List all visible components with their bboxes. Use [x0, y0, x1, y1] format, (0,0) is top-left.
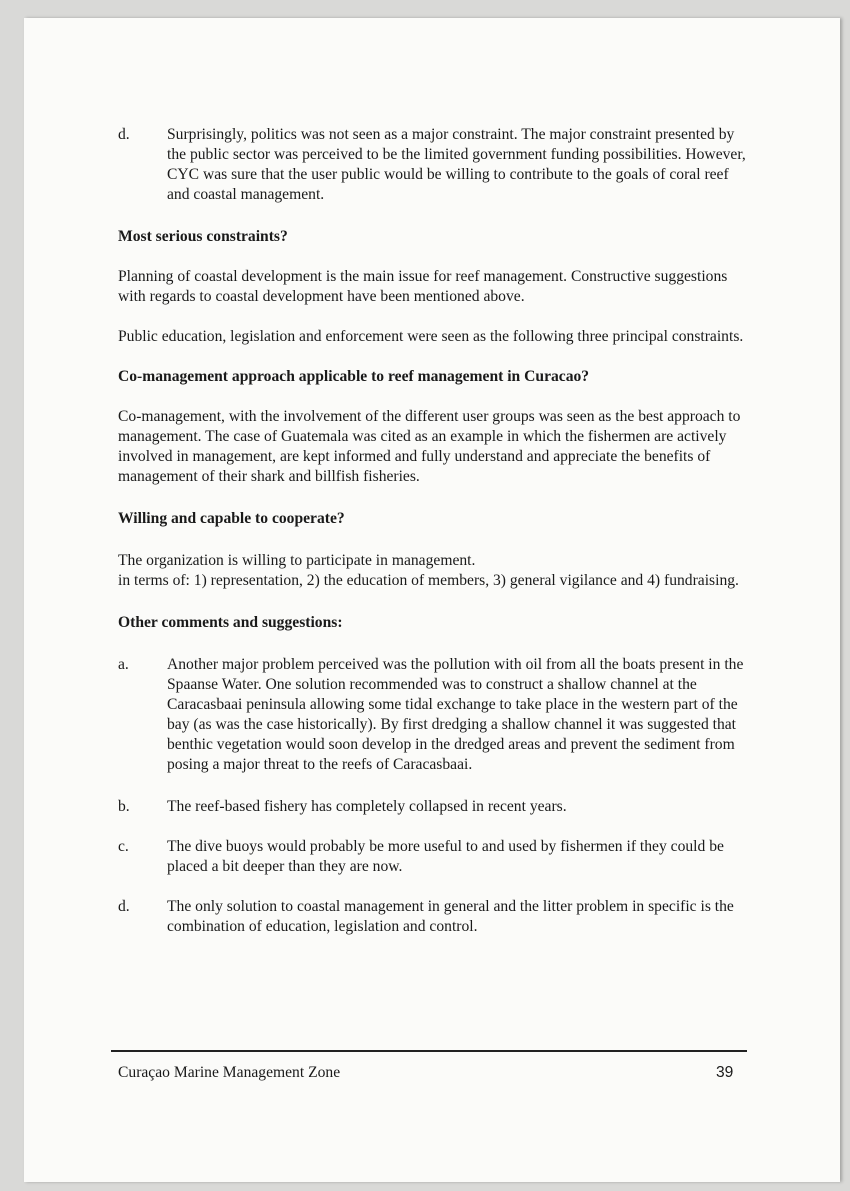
- list-item-label: d.: [118, 126, 130, 143]
- list-item-text: The only solution to coastal management in general and the litter problem in specific is the combination of education, legislation and control.: [167, 898, 734, 935]
- list-item-label: b.: [118, 798, 130, 815]
- section-heading: Willing and capable to cooperate?: [118, 510, 345, 527]
- list-item-label: a.: [118, 656, 129, 673]
- section-heading: Other comments and suggestions:: [118, 614, 343, 631]
- list-item-text: The reef-based fishery has completely collapsed in recent years.: [167, 798, 567, 815]
- list-item: [118, 837, 746, 877]
- list-item-text: Another major problem perceived was the pollution with oil from all the boats present in the Spaanse Water. One solution recommended was to construct a shallow channel at the Caracasbaai peninsula allowing some tidal exchange to take place in the western part of the bay (as was the case historically). By first dredging a shallow channel it was suggested that benthic vegetation would soon develop in the dredged areas and prevent the sediment from posing a major threat to the reefs of Caracasbaai.: [167, 656, 744, 773]
- paragraph: Planning of coastal development is the main issue for reef management. Constructive suggestions with regards to coastal development have been mentioned above.: [118, 268, 728, 305]
- footer-title: Curaçao Marine Management Zone: [118, 1064, 341, 1081]
- list-item: [118, 655, 746, 775]
- list-item: [118, 797, 746, 817]
- paragraph: The organization is willing to participate in management.: [118, 552, 476, 569]
- page-number: 39: [716, 1064, 734, 1081]
- footer-divider: [111, 1050, 747, 1052]
- paragraph: in terms of: 1) representation, 2) the education of members, 3) general vigilance and 4) fundraising.: [118, 572, 739, 589]
- section-heading: Most serious constraints?: [118, 228, 288, 245]
- section-heading: Co-management approach applicable to reef management in Curacao?: [118, 368, 590, 385]
- list-item-label: c.: [118, 838, 129, 855]
- page-body: [118, 125, 746, 937]
- list-item-text: The dive buoys would probably be more useful to and used by fishermen if they could be placed a bit deeper than they are now.: [167, 838, 724, 875]
- paragraph: Co-management, with the involvement of the different user groups was seen as the best approach to management. The case of Guatemala was cited as an example in which the fishermen are actively involved in management, are kept informed and fully understand and appreciate the benefits of management of their shark and billfish fisheries.: [118, 408, 741, 485]
- list-item-label: d.: [118, 898, 130, 915]
- list-item: [118, 125, 746, 205]
- list-item-text: Surprisingly, politics was not seen as a major constraint. The major constraint presented by the public sector was perceived to be the limited government funding possibilities. However, CYC was sure that the user public would be willing to contribute to the goals of coral reef and coastal management.: [167, 126, 746, 203]
- paragraph: Public education, legislation and enforcement were seen as the following three principal constraints.: [118, 328, 744, 345]
- list-item: [118, 897, 746, 937]
